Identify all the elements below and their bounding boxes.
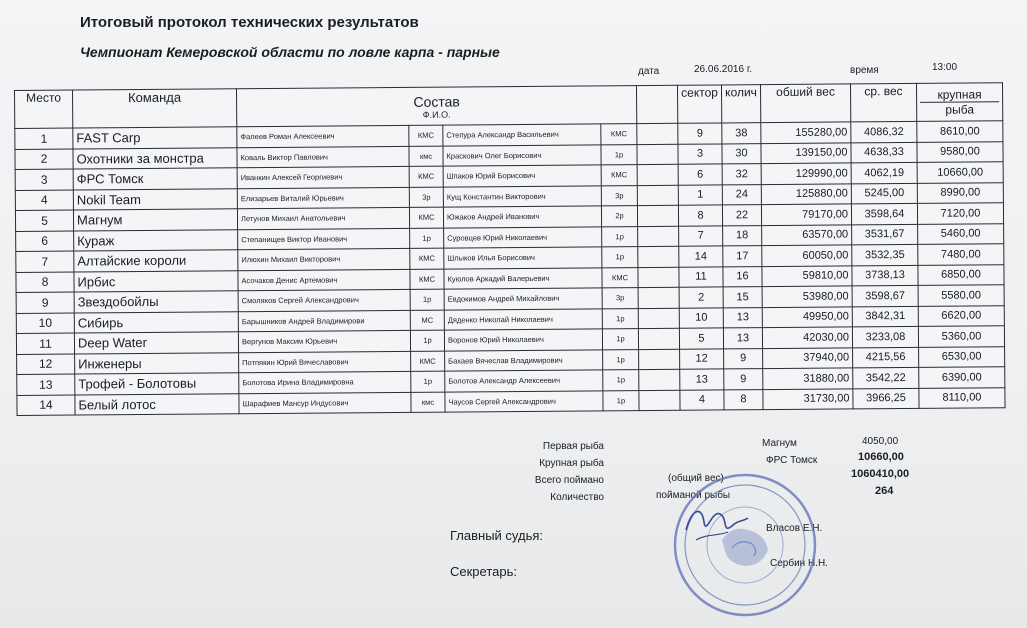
- member2-rank-cell: 3р: [601, 185, 637, 206]
- member1-rank-cell: КМС: [411, 351, 445, 372]
- spacer-cell: [639, 349, 680, 370]
- place-cell: 9: [16, 292, 74, 313]
- member1-rank-cell: кмс: [409, 146, 443, 167]
- team-cell: FAST Carp: [73, 127, 237, 149]
- time-label: время: [850, 65, 879, 76]
- chief-judge-name: Власов Е.Н.: [766, 523, 823, 534]
- big-fish-cell: 6530,00: [919, 346, 1005, 367]
- count-cell: 18: [723, 225, 762, 246]
- spacer-cell: [637, 185, 678, 206]
- avg-weight-cell: 4638,33: [851, 142, 917, 163]
- total-caught-note: (общий вес): [668, 473, 724, 484]
- sector-cell: 12: [680, 348, 724, 369]
- member2-rank-cell: 1р: [603, 349, 639, 370]
- team-cell: Deep Water: [74, 332, 238, 354]
- total-weight-cell: 53980,00: [762, 286, 852, 307]
- member2-cell: Бахаев Вячеслав Владимирович: [445, 349, 603, 371]
- col-header-avg: ср. вес: [850, 83, 916, 122]
- member1-cell: Степанищев Виктор Иванович: [238, 228, 410, 250]
- count-cell: 9: [724, 369, 763, 390]
- total-weight-cell: 155280,00: [761, 122, 851, 143]
- member1-rank-cell: 1р: [411, 371, 445, 392]
- team-cell: Ирбис: [74, 270, 238, 292]
- spacer-cell: [637, 144, 678, 165]
- member1-cell: Смоляков Сергей Александрович: [238, 289, 410, 311]
- secretary-label: Секретарь:: [450, 564, 517, 579]
- member1-rank-cell: КМС: [409, 166, 443, 187]
- spacer-cell: [639, 369, 680, 390]
- big-fish-cell: 8110,00: [919, 387, 1005, 408]
- total-weight-cell: 125880,00: [761, 183, 851, 204]
- big-fish-team: ФРС Томск: [766, 455, 818, 466]
- big-fish-cell: 10660,00: [917, 162, 1003, 183]
- member2-rank-cell: КМС: [601, 124, 637, 145]
- count-cell: 8: [724, 389, 763, 410]
- sector-cell: 2: [679, 287, 723, 308]
- avg-weight-cell: 4086,32: [851, 121, 917, 142]
- place-cell: 14: [17, 395, 75, 416]
- big-fish-cell: 7480,00: [918, 244, 1004, 265]
- place-cell: 3: [15, 169, 73, 190]
- member2-cell: Краскович Олег Борисович: [443, 144, 601, 166]
- big-fish-cell: 5460,00: [918, 223, 1004, 244]
- place-cell: 12: [17, 354, 75, 375]
- team-cell: Охотники за монстра: [73, 147, 237, 169]
- member2-cell: Чаусов Сергей Александрович: [445, 390, 603, 412]
- avg-weight-cell: 3531,67: [852, 224, 918, 245]
- member2-rank-cell: 1р: [602, 226, 638, 247]
- place-cell: 8: [16, 272, 74, 293]
- sector-cell: 6: [678, 164, 722, 185]
- count-cell: 13: [723, 328, 762, 349]
- member1-cell: Иванкин Алексей Георгиевич: [237, 166, 409, 188]
- member2-rank-cell: КМС: [601, 165, 637, 186]
- avg-weight-cell: 4215,56: [853, 347, 919, 368]
- member1-rank-cell: КМС: [410, 248, 444, 269]
- member1-cell: Коваль Виктор Павлович: [237, 146, 409, 168]
- member1-rank-cell: КМС: [409, 125, 443, 146]
- count-cell: 15: [723, 287, 762, 308]
- member2-rank-cell: 1р: [602, 329, 638, 350]
- member2-cell: Болотов Александр Алексеевич: [445, 370, 603, 392]
- sector-cell: 4: [680, 389, 724, 410]
- team-cell: Магнум: [73, 209, 237, 231]
- chief-judge-label: Главный судья:: [450, 528, 544, 543]
- team-cell: Кураж: [74, 229, 238, 251]
- member2-rank-cell: 1р: [602, 308, 638, 329]
- count-cell: 30: [722, 143, 761, 164]
- spacer-cell: [639, 390, 680, 411]
- avg-weight-cell: 3542,22: [853, 367, 919, 388]
- spacer-cell: [638, 308, 679, 329]
- member2-rank-cell: 1р: [603, 390, 639, 411]
- member2-rank-cell: 2р: [601, 206, 637, 227]
- count-value: 264: [875, 485, 894, 497]
- member1-rank-cell: МС: [410, 310, 444, 331]
- total-weight-cell: 129990,00: [761, 163, 851, 184]
- member2-rank-cell: 1р: [603, 370, 639, 391]
- spacer-cell: [638, 328, 679, 349]
- member2-rank-cell: КМС: [602, 267, 638, 288]
- date-label: дата: [638, 66, 660, 77]
- member2-cell: Степура Александр Васильевич: [443, 124, 601, 146]
- col-header-big: [916, 83, 1002, 122]
- count-cell: 13: [723, 307, 762, 328]
- total-weight-cell: 60050,00: [762, 245, 852, 266]
- total-caught-label: Всего поймано: [534, 475, 604, 486]
- place-cell: 11: [16, 333, 74, 354]
- member2-cell: Южаков Андрей Иванович: [443, 206, 601, 228]
- place-cell: 4: [15, 190, 73, 211]
- total-weight-cell: 31730,00: [763, 388, 853, 409]
- member1-cell: Асочаков Денис Артемович: [238, 269, 410, 291]
- member1-cell: Барышников Андрей Владимирови: [238, 310, 410, 332]
- count-cell: 9: [724, 348, 763, 369]
- member2-cell: Шлыков Илья Борисович: [444, 247, 602, 269]
- total-weight-cell: 79170,00: [761, 204, 851, 225]
- member1-cell: Потпякин Юрий Вячеславович: [239, 351, 411, 373]
- place-cell: 7: [16, 251, 74, 272]
- avg-weight-cell: 4062,19: [851, 162, 917, 183]
- member2-cell: Воронов Юрий Николаевич: [444, 329, 602, 351]
- team-cell: ФРС Томск: [73, 168, 237, 190]
- col-header-team: Команда: [73, 89, 237, 128]
- place-cell: 2: [15, 149, 73, 170]
- sector-cell: 1: [678, 184, 722, 205]
- big-fish-value: 10660,00: [858, 451, 904, 463]
- big-fish-cell: 7120,00: [917, 203, 1003, 224]
- team-cell: Nokil Team: [73, 188, 237, 210]
- team-cell: Звездобойлы: [74, 291, 238, 313]
- member1-rank-cell: КМС: [409, 207, 443, 228]
- big-fish-cell: 6620,00: [918, 305, 1004, 326]
- count-note: пойманой рыбы: [656, 490, 731, 501]
- first-fish-value: 4050,00: [862, 436, 899, 447]
- place-cell: 6: [16, 231, 74, 252]
- total-caught-value: 1060410,00: [851, 468, 910, 480]
- total-weight-cell: 31880,00: [763, 368, 853, 389]
- sector-cell: 8: [678, 205, 722, 226]
- sector-cell: 11: [679, 266, 723, 287]
- total-weight-cell: 59810,00: [762, 265, 852, 286]
- count-cell: 38: [722, 123, 761, 144]
- member2-rank-cell: 1р: [602, 247, 638, 268]
- roster-subtitle: Ф.И.О.: [422, 109, 451, 120]
- big-fish-cell: 6390,00: [919, 367, 1005, 388]
- big-fish-cell: 5360,00: [918, 326, 1004, 347]
- member2-cell: Кущ Константин Викторович: [443, 185, 601, 207]
- total-weight-cell: 49950,00: [762, 306, 852, 327]
- big-fish-label: Крупная рыба: [539, 458, 604, 469]
- big-fish-cell: 8610,00: [917, 121, 1003, 142]
- sector-cell: 9: [678, 123, 722, 144]
- spacer-cell: [637, 123, 678, 144]
- col-header-count: колич: [721, 85, 760, 123]
- total-weight-cell: 42030,00: [762, 327, 852, 348]
- spacer-cell: [637, 164, 678, 185]
- member2-rank-cell: 1р: [601, 144, 637, 165]
- big-fish-cell: 8990,00: [917, 182, 1003, 203]
- sector-cell: 5: [679, 328, 723, 349]
- member1-cell: Летунов Михаил Анатольевич: [237, 207, 409, 229]
- place-cell: 1: [15, 128, 73, 149]
- team-cell: Сибирь: [74, 311, 238, 333]
- member1-cell: Шарафиев Мансур Индусович: [239, 392, 411, 414]
- member2-rank-cell: 3р: [602, 288, 638, 309]
- big-fish-cell: 5580,00: [918, 285, 1004, 306]
- team-cell: Инженеры: [75, 352, 239, 374]
- spacer-cell: [638, 287, 679, 308]
- count-cell: 22: [722, 205, 761, 226]
- big-fish-line2: рыба: [920, 101, 999, 117]
- avg-weight-cell: 3598,67: [852, 285, 918, 306]
- avg-weight-cell: 3532,35: [852, 244, 918, 265]
- member1-cell: Вергунов Максим Юрьевич: [238, 330, 410, 352]
- results-table: [14, 82, 1006, 416]
- place-cell: 5: [15, 210, 73, 231]
- member1-cell: Илюхин Михаил Викторович: [238, 248, 410, 270]
- big-fish-line1: крупная: [937, 87, 982, 102]
- count-cell: 17: [723, 246, 762, 267]
- time-value: 13:00: [932, 62, 958, 73]
- spacer-cell: [638, 226, 679, 247]
- avg-weight-cell: 3233,08: [852, 326, 918, 347]
- team-cell: Алтайские короли: [74, 250, 238, 272]
- member1-rank-cell: 1р: [410, 330, 444, 351]
- secretary-name: Сербин Н.Н.: [770, 558, 828, 569]
- big-fish-cell: 6850,00: [918, 264, 1004, 285]
- date-value: 26.06.2016 г.: [694, 64, 753, 75]
- sector-cell: 13: [680, 369, 724, 390]
- sector-cell: 7: [679, 225, 723, 246]
- avg-weight-cell: 3598,64: [851, 203, 917, 224]
- member1-cell: Фалеев Роман Алексеевич: [237, 125, 409, 147]
- first-fish-team: Магнум: [762, 438, 797, 449]
- spacer-cell: [638, 267, 679, 288]
- count-label: Количество: [550, 492, 604, 503]
- document-subtitle: Чемпионат Кемеровской области по ловле карпа - парные: [80, 44, 500, 60]
- document-title: Итоговый протокол технических результатов: [80, 14, 419, 31]
- big-fish-cell: 9580,00: [917, 141, 1003, 162]
- col-header-total: обший вес: [760, 84, 850, 123]
- member1-rank-cell: КМС: [410, 269, 444, 290]
- count-cell: 32: [722, 164, 761, 185]
- signature-scribble-icon: [682, 500, 752, 548]
- avg-weight-cell: 3966,25: [853, 388, 919, 409]
- col-header-spacer: [636, 85, 677, 123]
- sector-cell: 14: [679, 246, 723, 267]
- total-weight-cell: 63570,00: [762, 224, 852, 245]
- avg-weight-cell: 3842,31: [852, 306, 918, 327]
- spacer-cell: [638, 246, 679, 267]
- sector-cell: 10: [679, 307, 723, 328]
- total-weight-cell: 37940,00: [763, 347, 853, 368]
- place-cell: 13: [17, 374, 75, 395]
- avg-weight-cell: 5245,00: [851, 183, 917, 204]
- roster-title: Состав: [413, 92, 460, 110]
- member2-cell: Дяденко Николай Николаевич: [444, 308, 602, 330]
- member1-cell: Болотова Ирина Владимировна: [239, 371, 411, 393]
- col-header-roster: [236, 86, 636, 127]
- member1-rank-cell: 1р: [410, 228, 444, 249]
- member1-cell: Елизарьев Виталий Юрьевич: [237, 187, 409, 209]
- member1-rank-cell: 1р: [410, 289, 444, 310]
- member2-cell: Евдокимов Андрей Михайлович: [444, 288, 602, 310]
- avg-weight-cell: 3738,13: [852, 265, 918, 286]
- team-cell: Трофей - Болотовы: [75, 373, 239, 395]
- count-cell: 16: [723, 266, 762, 287]
- first-fish-label: Первая рыба: [542, 441, 604, 452]
- col-header-place: Место: [15, 90, 73, 128]
- member1-rank-cell: кмс: [411, 392, 445, 413]
- member2-cell: Куюлов Аркадий Валерьевич: [444, 267, 602, 289]
- count-cell: 24: [722, 184, 761, 205]
- team-cell: Белый лотос: [75, 393, 239, 415]
- place-cell: 10: [16, 313, 74, 334]
- member2-cell: Суровцев Юрий Николаевич: [444, 226, 602, 248]
- spacer-cell: [637, 205, 678, 226]
- member2-cell: Шпаков Юрий Борисович: [443, 165, 601, 187]
- col-header-sector: сектор: [677, 85, 721, 123]
- member1-rank-cell: 3р: [409, 187, 443, 208]
- total-weight-cell: 139150,00: [761, 142, 851, 163]
- sector-cell: 3: [678, 143, 722, 164]
